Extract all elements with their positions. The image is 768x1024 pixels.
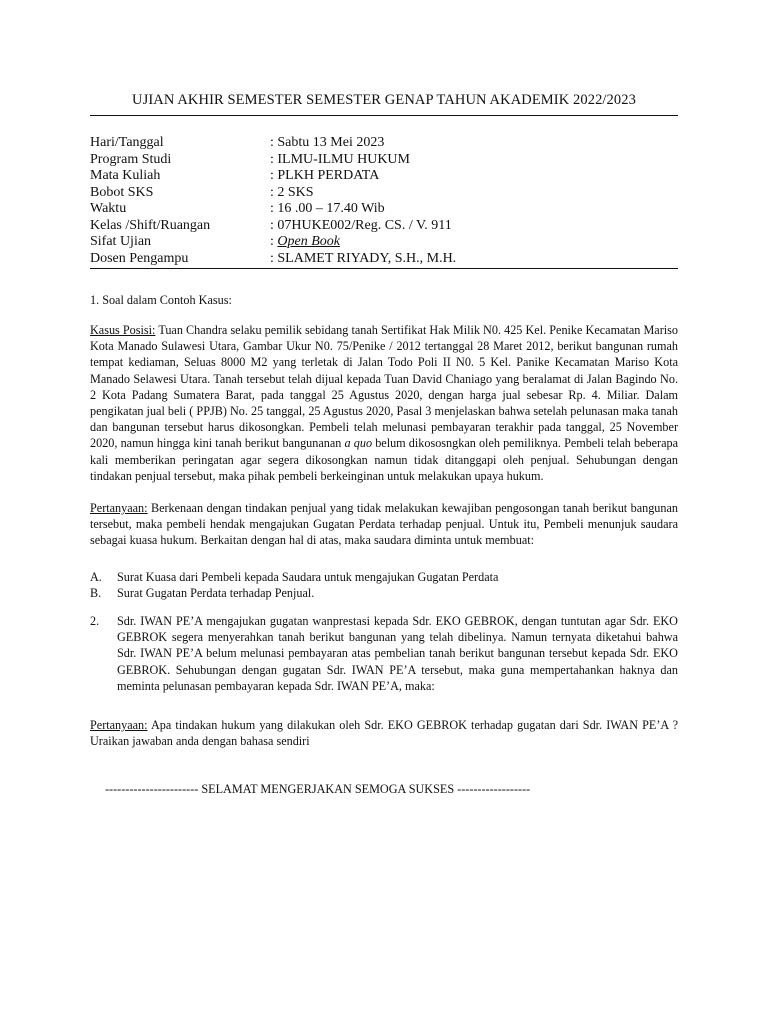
info-label: Program Studi: [90, 151, 172, 167]
exam-title: UJIAN AKHIR SEMESTER SEMESTER GENAP TAHUN AKADEMIK 2022/2023: [132, 92, 636, 108]
task-list: [90, 569, 678, 601]
info-value: : 07HUKE002/Reg. CS. / V. 911: [270, 217, 452, 233]
question2-paragraph: [90, 717, 678, 749]
case-text-part2: belum dikososngkan oleh pemiliknya. Pembeli telah beberapa kali memberikan peringatan agar segera dikosongkan namun tidak ditanggapi oleh penjual. Sehubungan dengan tindakan penjual tersebut, maka pihak pembeli berkeinginan untuk melakukan upaya hukum.: [90, 436, 678, 483]
open-book-value: Open Book: [277, 234, 340, 249]
case-label: Kasus Posisi:: [90, 323, 156, 337]
case-text-italic: a quo: [344, 436, 373, 451]
question-label: Pertanyaan:: [90, 718, 148, 732]
info-value: : PLKH PERDATA: [270, 168, 380, 183]
section2-number: 2.: [90, 614, 100, 628]
info-label: Waktu: [90, 201, 127, 216]
info-label: Kelas /Shift/Ruangan: [90, 217, 211, 233]
info-label: Sifat Ujian: [90, 234, 152, 249]
info-row-time: [90, 201, 678, 218]
info-row-course: [90, 168, 678, 185]
list-marker: B.: [90, 586, 102, 601]
section2-text: Sdr. IWAN PE’A mengajukan gugatan wanprestasi kepada Sdr. EKO GEBROK, dengan tuntutan agar Sdr. EKO GEBROK segera menyerahkan tanah berikut bangunan yang telah dibelinya. Namun ternyata diketahui bahwa Sdr. IWAN PE’A belum melunasi pembayaran atas pembelian tanah berikut bangunan tersebut kepada Sdr. EKO GEBROK. Sehubungan dengan gugatan Sdr. IWAN PE’A tersebut, maka guna mempertahankan haknya dan meminta pelunasan pembayaran kepada Sdr. IWAN PE’A, maka:: [117, 614, 678, 693]
info-value: : 16 .00 – 17.40 Wib: [270, 201, 385, 216]
info-row-date: [90, 135, 678, 152]
info-label: Dosen Pengampu: [90, 250, 189, 266]
info-row-credits: [90, 185, 678, 202]
info-value: : ILMU-ILMU HUKUM: [270, 151, 410, 167]
info-row-class: [90, 218, 678, 235]
info-label: Mata Kuliah: [90, 168, 161, 183]
info-row-program: [90, 152, 678, 169]
question-label: Pertanyaan:: [90, 501, 148, 515]
list-item: [90, 585, 678, 601]
info-row-exam-type: [90, 234, 678, 251]
question-text: Apa tindakan hukum yang dilakukan oleh Sdr. EKO GEBROK terhadap gugatan dari Sdr. IWAN PE’A ? Uraikan jawaban anda dengan bahasa sendiri: [90, 718, 678, 749]
list-marker: A.: [90, 570, 102, 584]
info-value-prefix: :: [270, 234, 278, 249]
list-item-text: Surat Gugatan Perdata terhadap Penjual.: [117, 586, 315, 601]
list-item: [90, 569, 678, 585]
info-label: Bobot SKS: [90, 184, 154, 200]
case-paragraph: [90, 322, 678, 484]
question1-paragraph: [90, 500, 678, 549]
exam-info-table: [90, 135, 678, 267]
info-value: : SLAMET RIYADY, S.H., M.H.: [270, 250, 457, 266]
info-label: Hari/Tanggal: [90, 135, 164, 150]
section1-heading: 1. Soal dalam Contoh Kasus:: [90, 293, 232, 307]
top-divider: [90, 115, 678, 116]
info-value: : Sabtu 13 Mei 2023: [270, 135, 385, 150]
info-row-lecturer: [90, 251, 678, 268]
section2: [90, 613, 678, 694]
case-text-part1: Tuan Chandra selaku pemilik sebidang tanah Sertifikat Hak Milik N0. 425 Kel. Penike Kecamatan Mariso Kota Manado Sulawesi Utara, Gambar Ukur N0. 75/Penike / 2012 tertanggal 28 Maret 2012, berikut bangunan rumah tempat kediaman, Seluas 8000 M2 yang terletak di Jalan Todo Poli II N0. 5 Kel. Panike Kecamatan Mariso Kota Manado Selawesi Utara. Tanah tersebut telah dijual kepada Tuan David Chaniago yang beralamat di Jalan Bagindo No. 2 Kota Padang Sumatera Barat, pada tanggal 25 Agustus 2020, dengan harga jual sebesar Rp. 4. Miliar. Dalam pengikatan jual beli ( PPJB) No. 25 tanggal, 25 Agustus 2020, Pasal 3 menjelaskan bahwa setelah pelunasan maka tanah dan bangunan tersebut harus dikosongkan. Pembeli telah melunasi pembayaran terakhir pada tanggal, 25 November 2020, namun hingga kini tanah berikut bangunanan: [90, 323, 678, 451]
question-text: Berkenaan dengan tindakan penjual yang tidak melakukan kewajiban pengosongan tanah berikut bangunan tersebut, maka pembeli hendak mengajukan Gugatan Perdata terhadap penjual. Untuk itu, Pembeli menunjuk saudara sebagai kuasa hukum. Berkaitan dengan hal di atas, maka saudara diminta untuk membuat:: [90, 501, 678, 548]
closing-line: ----------------------- SELAMAT MENGERJAKAN SEMOGA SUKSES ------------------: [105, 782, 531, 796]
info-value: : 2 SKS: [270, 184, 314, 200]
info-value: [270, 234, 678, 251]
bottom-divider: [90, 268, 678, 269]
list-item-text: Surat Kuasa dari Pembeli kepada Saudara untuk mengajukan Gugatan Perdata: [117, 570, 499, 584]
